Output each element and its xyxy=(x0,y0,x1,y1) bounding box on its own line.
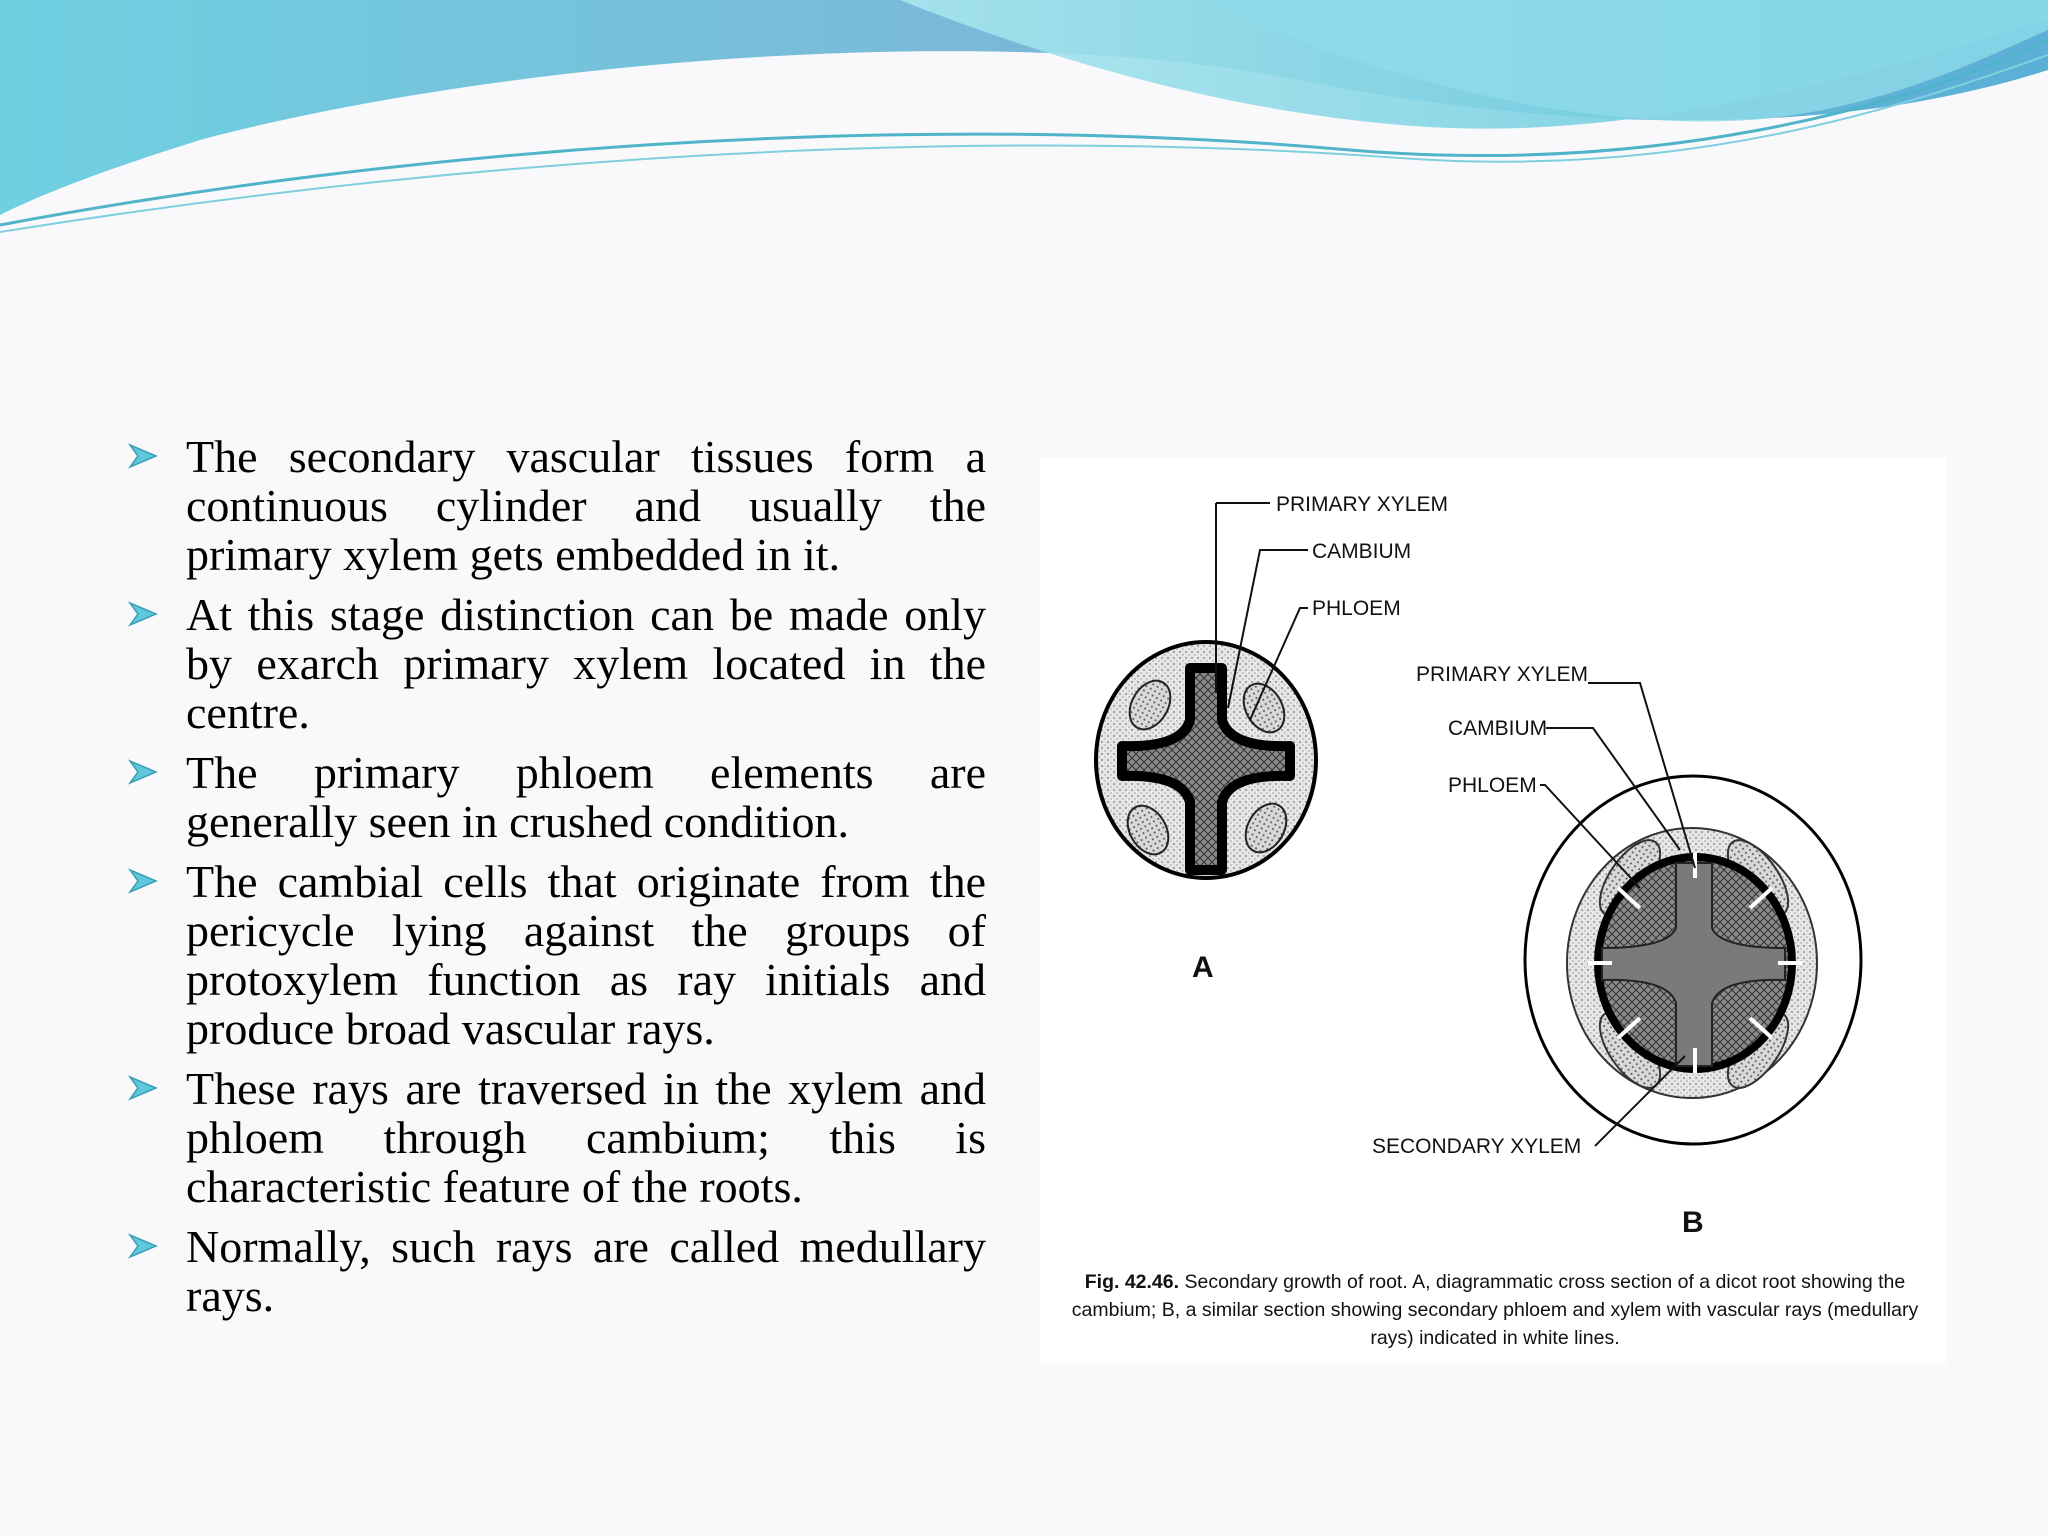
label-b-cambium: CAMBIUM xyxy=(1448,717,1548,740)
figure-number: Fig. 42.46. xyxy=(1084,1271,1180,1293)
diagram-b-tag: B xyxy=(1682,1206,1704,1239)
root-cross-section-figure xyxy=(1040,458,1946,1364)
figure-caption-text: Secondary growth of root. A, diagrammatic cross section of a dicot root showing the cambium; B, a similar section showing secondary phloem and xylem with vascular rays (medullary rays) indicated in white lines. xyxy=(1071,1271,1919,1349)
bullet-text: These rays are traversed in the xylem and phloem through cambium; this is characteristic feature of the roots. xyxy=(186,1063,986,1212)
bullet-text: The secondary vascular tissues form a continuous cylinder and usually the primary xylem gets embedded in it. xyxy=(186,431,986,580)
bullet-list xyxy=(128,432,986,1331)
bullet-text: At this stage distinction can be made only by exarch primary xylem located in the centre. xyxy=(186,589,986,738)
header-wave-banner xyxy=(0,0,2048,240)
bullet-text: Normally, such rays are called medullary rays. xyxy=(186,1221,986,1321)
label-b-primary-xylem: PRIMARY XYLEM xyxy=(1416,663,1588,686)
label-a-cambium: CAMBIUM xyxy=(1312,540,1412,563)
bullet-text: The cambial cells that originate from the pericycle lying against the groups of protoxylem function as ray initials and produce broad vascular rays. xyxy=(186,856,986,1054)
bullet-item xyxy=(128,748,986,846)
arrow-bullet-icon xyxy=(128,759,158,785)
arrow-bullet-icon xyxy=(128,1233,158,1259)
label-a-primary-xylem: PRIMARY XYLEM xyxy=(1276,493,1448,516)
label-b-phloem: PHLOEM xyxy=(1448,774,1537,797)
arrow-bullet-icon xyxy=(128,601,158,627)
bullet-item xyxy=(128,432,986,579)
diagram-a-tag: A xyxy=(1192,951,1214,984)
arrow-bullet-icon xyxy=(128,443,158,469)
label-b-secondary-xylem: SECONDARY XYLEM xyxy=(1372,1135,1582,1158)
arrow-bullet-icon xyxy=(128,868,158,894)
bullet-item xyxy=(128,1064,986,1211)
bullet-item xyxy=(128,1222,986,1320)
bullet-text: The primary phloem elements are generally seen in crushed condition. xyxy=(186,747,986,847)
arrow-bullet-icon xyxy=(128,1075,158,1101)
label-a-phloem: PHLOEM xyxy=(1312,597,1401,620)
bullet-item xyxy=(128,590,986,737)
figure-caption xyxy=(1050,1268,1940,1352)
bullet-item xyxy=(128,857,986,1053)
